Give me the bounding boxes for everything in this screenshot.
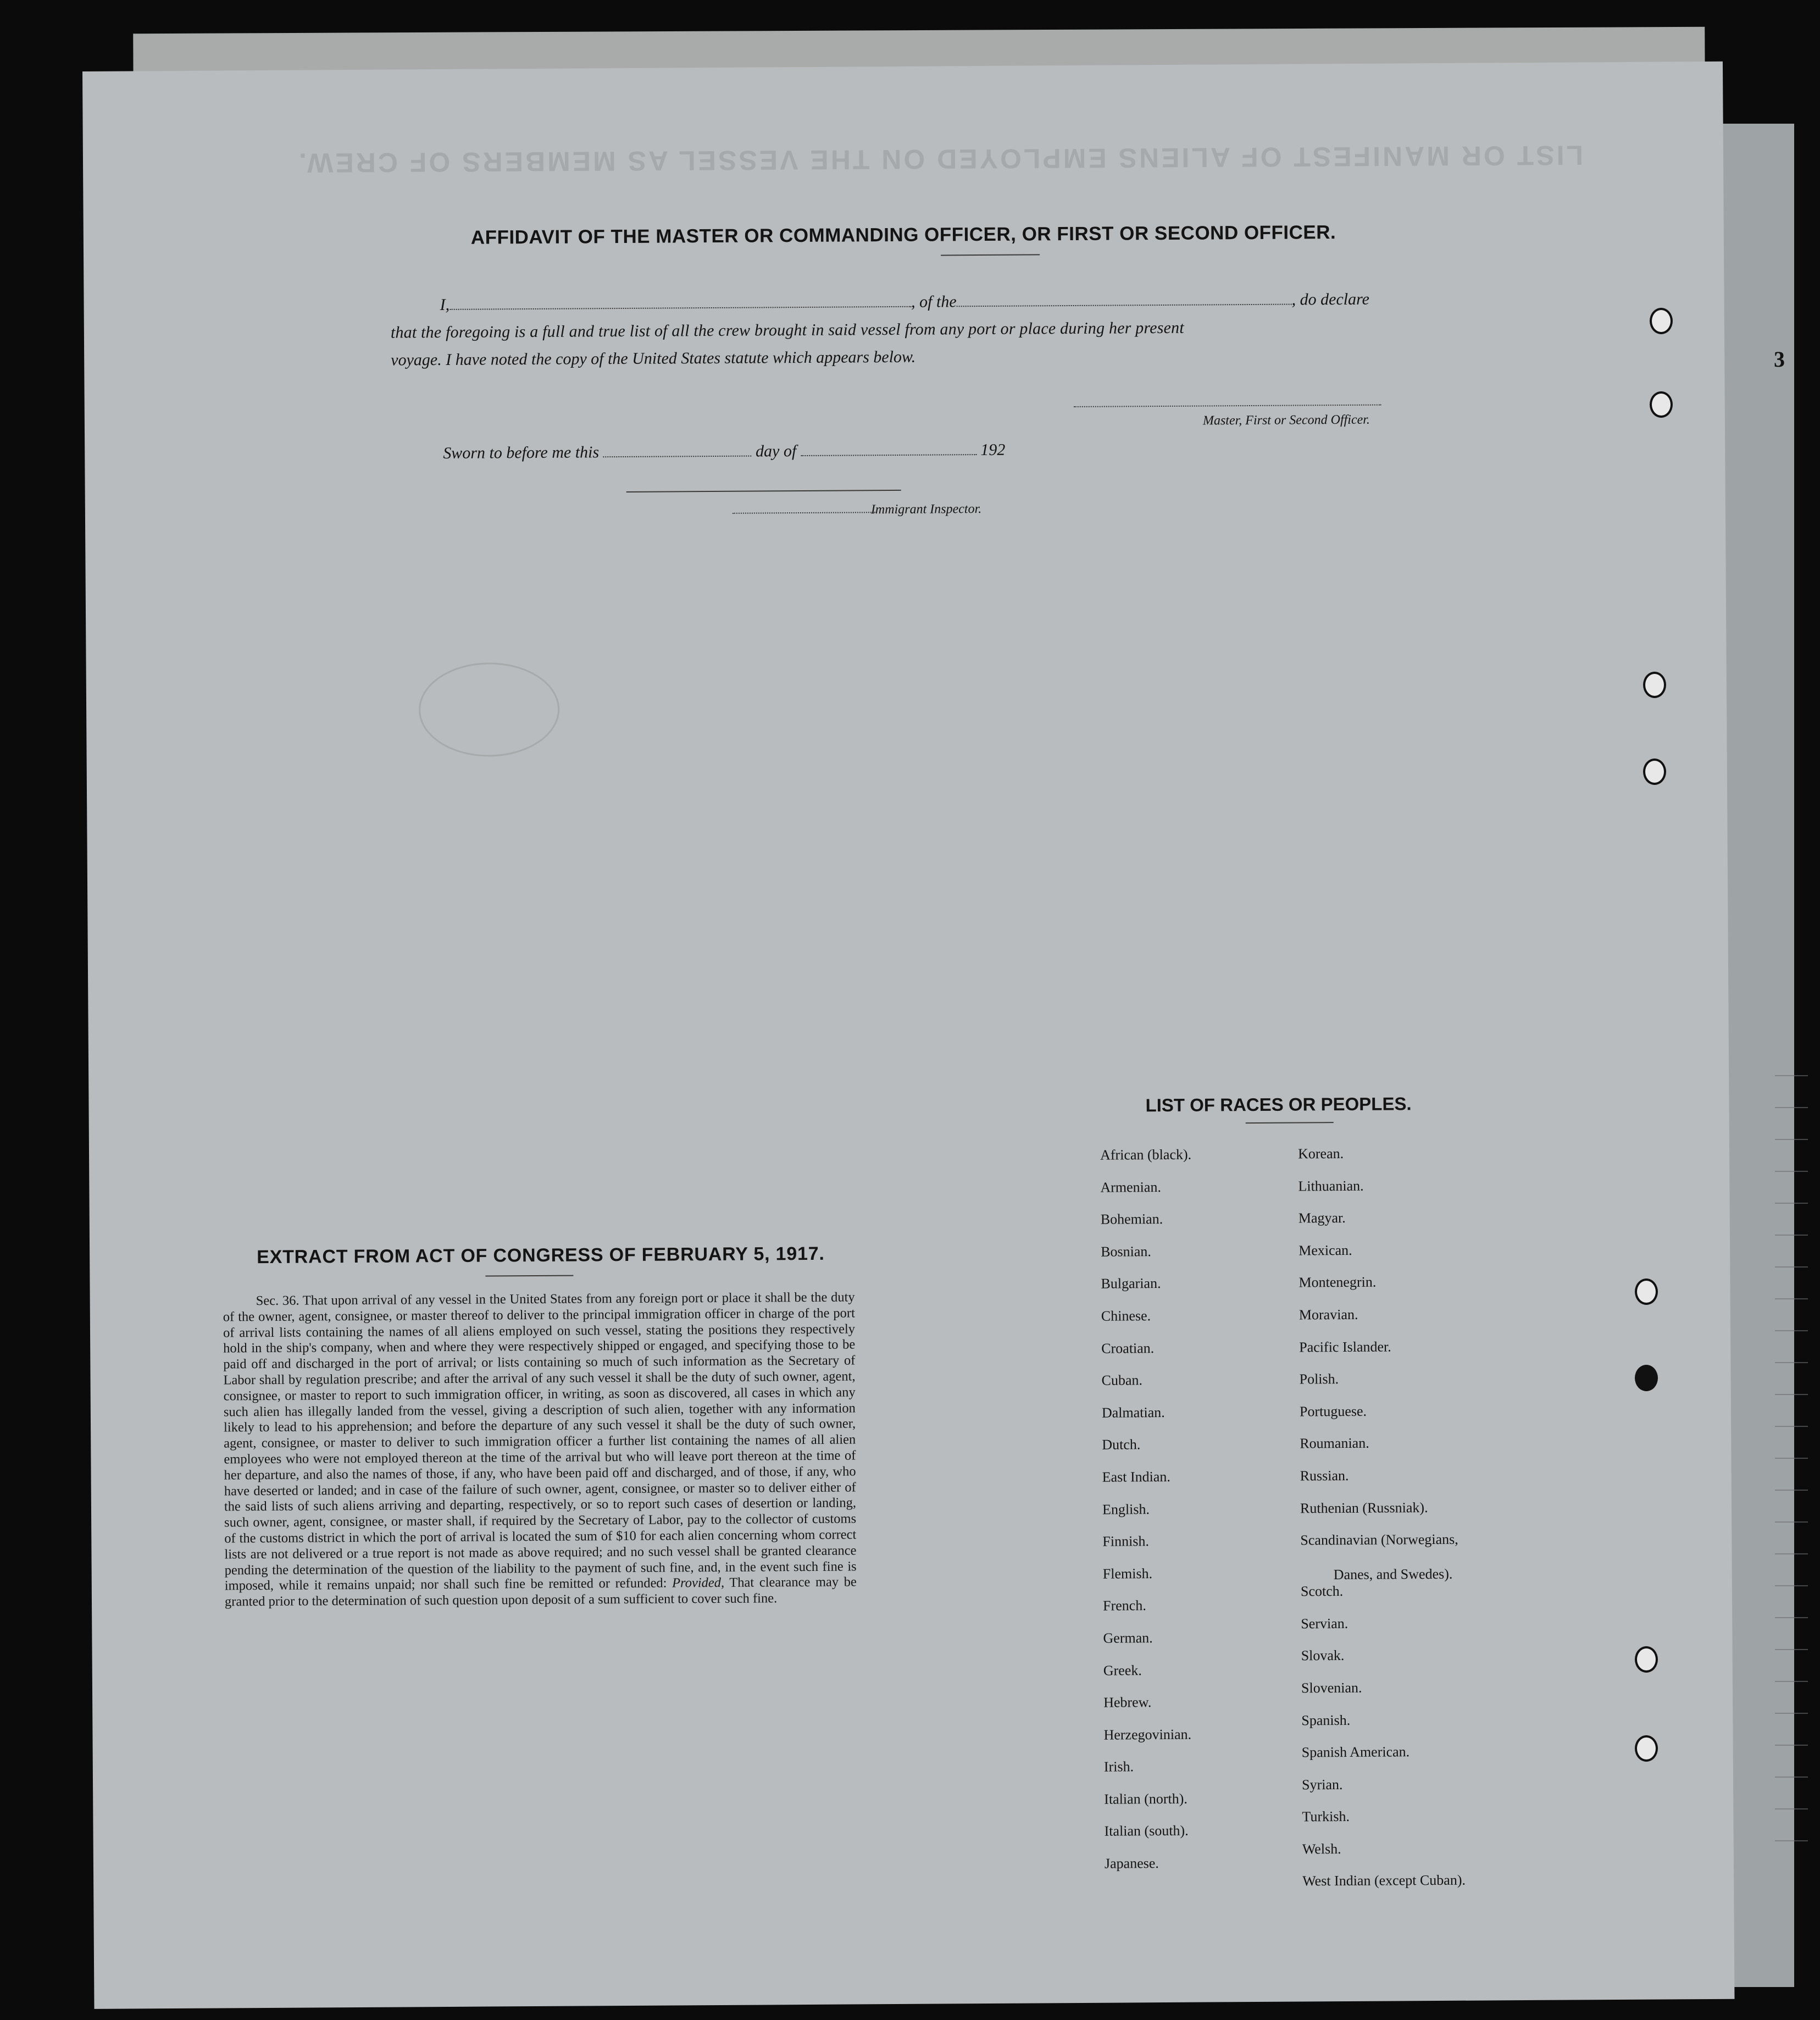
punch-hole bbox=[1650, 391, 1673, 418]
race-item: Slovak. bbox=[1301, 1647, 1345, 1664]
race-item: Spanish American. bbox=[1301, 1744, 1410, 1761]
race-item: Italian (south). bbox=[1104, 1823, 1189, 1840]
race-item: Cuban. bbox=[1101, 1372, 1143, 1388]
sworn-label: Sworn to before me this bbox=[443, 443, 600, 463]
section-text: That upon arrival of any vessel in the United States from any foreign port or place it shall be the duty of the owner, agent, consignee, or master thereof to deliver to the principal immigration officer in charge of the port of arrival lists containing the names of all aliens employed on such vessel, stating the positions they respectively hold in the ship's company, when and where they were respectively shipped or engaged, and specifying those to be paid off and discharged in the port of arrival; or lists containing so much of such information as the Secretary of Labor shall by regulation prescribe; and after the arrival of any such vessel it shall be the duty of such owner, agent, consignee, or master to report to such immigration officer, in writing, as soon as discovered, all cases in which any such alien has illegally landed from the vessel, giving a description of such alien, together with any information likely to lead to his apprehension; and before the departure of any such vessel it shall be the duty of such owner, agent, consignee, or master to deliver to such immigration officer a further list containing the names of all alien employees who were not employed thereon at the time of the arrival but who will leave port thereon at the time of her departure, and also the names of those, if any, who have been paid off and discharged, and of those, if any, who have deserted or landed; and in case of the failure of such owner, agent, consignee, or master so to deliver either of the said lists of such aliens arriving and departing, respectively, or so to report such cases of desertion or landing, such owner, agent, consignee, or master shall, if required by the Secretary of Labor, pay to the collector of customs of the customs district in which the port of arrival is located the sum of $10 for each alien concerning whom correct lists are not delivered or a true report is not made as above required; and no such vessel shall be granted clearance pending the determination of the question of the liability to the payment of such fine, and, in the event such fine is imposed, while it remains unpaid; nor shall such fine be remitted or refunded: bbox=[223, 1290, 857, 1593]
title-underline bbox=[941, 254, 1040, 256]
signature-label: Master, First or Second Officer. bbox=[1202, 412, 1370, 428]
race-item: Russian. bbox=[1300, 1467, 1349, 1484]
race-item: Welsh. bbox=[1302, 1840, 1341, 1857]
race-item: Dutch. bbox=[1102, 1436, 1141, 1453]
races-left-column bbox=[1100, 1147, 1196, 1888]
inspector-signature-line bbox=[626, 490, 901, 492]
race-item: Armenian. bbox=[1100, 1178, 1161, 1196]
of-the-label: , of the bbox=[911, 292, 957, 311]
i-label: I, bbox=[440, 295, 450, 314]
race-item: Scotch. bbox=[1300, 1583, 1344, 1600]
races-title: LIST OF RACES OR PEOPLES. bbox=[1145, 1093, 1412, 1116]
race-item: German. bbox=[1103, 1630, 1153, 1646]
extract-underline bbox=[485, 1275, 573, 1277]
races-right-column bbox=[1298, 1145, 1466, 1906]
section-text-end: That clearance may be granted prior to the determination of such question upon deposit of a sum sufficient to cover such fine. bbox=[224, 1574, 857, 1609]
do-declare-label: , do declare bbox=[1291, 290, 1370, 309]
extract-title: EXTRACT FROM ACT OF CONGRESS OF FEBRUARY 5, 1917. bbox=[257, 1243, 825, 1268]
race-item: Scandinavian (Norwegians, bbox=[1300, 1531, 1458, 1548]
race-item: Irish. bbox=[1103, 1758, 1134, 1775]
punch-hole bbox=[1643, 759, 1666, 785]
race-item: Flemish. bbox=[1102, 1565, 1153, 1582]
race-item: Finnish. bbox=[1102, 1533, 1149, 1549]
year-label: 192 bbox=[980, 440, 1006, 460]
race-item: Korean. bbox=[1297, 1145, 1344, 1162]
punch-hole bbox=[1650, 308, 1673, 334]
document-page bbox=[82, 62, 1734, 2009]
race-item: Magyar. bbox=[1298, 1210, 1346, 1226]
punch-hole bbox=[1635, 1279, 1658, 1305]
race-item: East Indian. bbox=[1102, 1468, 1170, 1485]
race-item: Japanese. bbox=[1104, 1855, 1159, 1872]
race-item: Croatian. bbox=[1101, 1340, 1155, 1357]
race-item: Ruthenian (Russniak). bbox=[1300, 1499, 1428, 1517]
punch-hole bbox=[1643, 672, 1666, 698]
day-of-label: day of bbox=[756, 442, 797, 461]
affidavit-line-3: voyage. I have noted the copy of the United States statute which appears below. bbox=[391, 347, 916, 369]
race-item: Pacific Islander. bbox=[1299, 1338, 1391, 1355]
affidavit-line-2: that the foregoing is a full and true list of all the crew brought in said vessel from any port or place during her present bbox=[390, 318, 1184, 342]
punch-hole bbox=[1635, 1646, 1658, 1673]
race-item-continued: Danes, and Swedes). bbox=[1333, 1565, 1453, 1583]
race-item: Spanish. bbox=[1301, 1712, 1351, 1729]
race-item: Chinese. bbox=[1101, 1308, 1151, 1324]
race-item: Servian. bbox=[1301, 1615, 1349, 1632]
race-item: Portuguese. bbox=[1299, 1403, 1367, 1420]
race-item: Montenegrin. bbox=[1299, 1274, 1377, 1291]
race-item: West Indian (except Cuban). bbox=[1302, 1872, 1466, 1889]
race-item: Roumanian. bbox=[1300, 1435, 1369, 1452]
signature-line bbox=[1074, 405, 1381, 407]
ruled-lines bbox=[1775, 1044, 1808, 1869]
punch-hole bbox=[1635, 1735, 1658, 1762]
race-item: French. bbox=[1102, 1597, 1146, 1614]
faded-stamp bbox=[419, 662, 560, 757]
affidavit-title: AFFIDAVIT OF THE MASTER OR COMMANDING OFFICER, OR FIRST OR SECOND OFFICER. bbox=[470, 222, 1336, 248]
race-item: African (black). bbox=[1100, 1146, 1192, 1163]
vessel-name-field bbox=[957, 303, 1292, 307]
race-item: Herzegovinian. bbox=[1103, 1726, 1192, 1743]
section-label: Sec. 36. bbox=[256, 1293, 299, 1309]
race-item: Syrian. bbox=[1301, 1776, 1343, 1793]
race-item: Bohemian. bbox=[1100, 1211, 1163, 1227]
race-item: Greek. bbox=[1103, 1662, 1142, 1679]
provided-word: Provided, bbox=[672, 1575, 725, 1591]
extract-body bbox=[223, 1290, 857, 1610]
race-item: Polish. bbox=[1299, 1371, 1339, 1387]
day-field bbox=[603, 455, 752, 458]
race-item: Lithuanian. bbox=[1298, 1177, 1364, 1194]
races-underline bbox=[1246, 1122, 1334, 1124]
margin-number: 3 bbox=[1774, 347, 1785, 372]
punch-hole bbox=[1635, 1365, 1658, 1391]
race-item: Italian (north). bbox=[1104, 1790, 1188, 1807]
race-item: Bulgarian. bbox=[1101, 1275, 1161, 1292]
bleed-through-header: LIST OR MANIFEST OF ALIENS EMPLOYED ON THE VESSEL AS MEMBERS OF CREW. bbox=[296, 140, 1584, 179]
race-item: Mexican. bbox=[1299, 1242, 1352, 1259]
affidavit-line-1 bbox=[440, 290, 1370, 314]
inspector-dotted-line bbox=[733, 512, 875, 514]
race-item: Moravian. bbox=[1299, 1306, 1358, 1323]
race-item: Turkish. bbox=[1302, 1808, 1350, 1825]
sworn-line bbox=[443, 441, 1005, 463]
race-item: English. bbox=[1102, 1501, 1150, 1518]
race-item: Bosnian. bbox=[1101, 1243, 1151, 1260]
race-item: Hebrew. bbox=[1103, 1694, 1152, 1711]
master-name-field bbox=[450, 306, 911, 310]
month-field bbox=[801, 453, 976, 456]
race-item: Dalmatian. bbox=[1101, 1404, 1165, 1421]
inspector-label: Immigrant Inspector. bbox=[870, 502, 982, 517]
race-item: Slovenian. bbox=[1301, 1679, 1362, 1696]
